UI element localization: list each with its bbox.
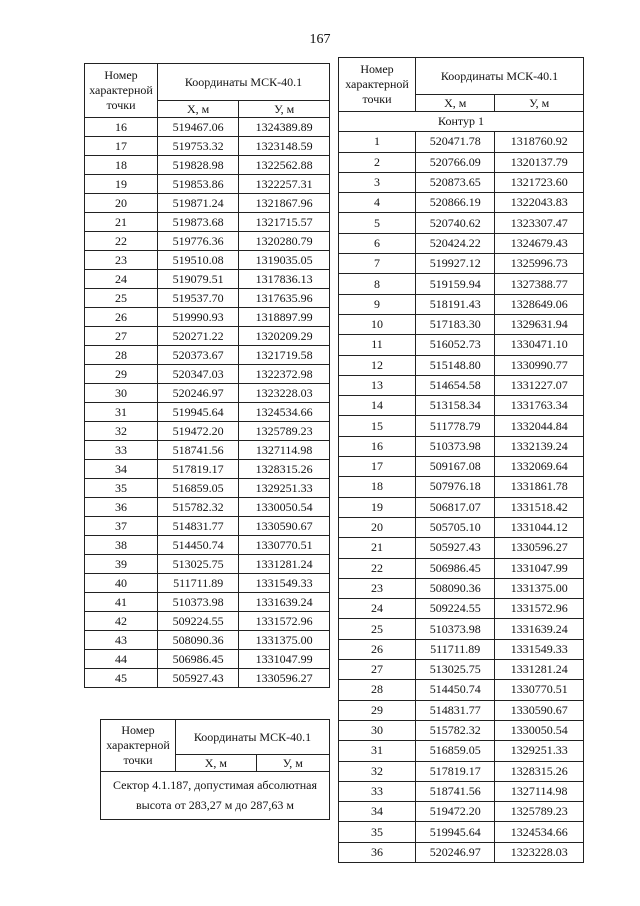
y-value: 1320137.79 xyxy=(495,152,584,172)
x-value: 508090.36 xyxy=(416,578,495,598)
x-value: 519776.36 xyxy=(158,232,239,251)
point-number: 16 xyxy=(339,436,416,456)
point-number: 40 xyxy=(85,574,158,593)
table-row xyxy=(85,536,330,555)
point-number: 24 xyxy=(85,270,158,289)
x-value: 520271.22 xyxy=(158,327,239,346)
point-number: 9 xyxy=(339,294,416,314)
table-row xyxy=(339,517,584,537)
y-value: 1321723.60 xyxy=(495,172,584,192)
y-value: 1324534.66 xyxy=(495,822,584,842)
y-value: 1324679.43 xyxy=(495,233,584,253)
x-value: 520347.03 xyxy=(158,365,239,384)
x-value: 519510.08 xyxy=(158,251,239,270)
x-value: 513158.34 xyxy=(416,396,495,416)
y-value: 1331639.24 xyxy=(495,619,584,639)
header-point: Номер характерной точки xyxy=(85,64,158,118)
coords-table-right xyxy=(338,57,584,863)
table-row xyxy=(85,194,330,213)
table-row xyxy=(85,365,330,384)
y-value: 1325996.73 xyxy=(495,254,584,274)
point-number: 29 xyxy=(85,365,158,384)
point-number: 22 xyxy=(339,558,416,578)
y-value: 1331375.00 xyxy=(239,631,330,650)
x-value: 506986.45 xyxy=(158,650,239,669)
table-row xyxy=(85,650,330,669)
point-number: 38 xyxy=(85,536,158,555)
header-y: У, м xyxy=(495,95,584,112)
point-number: 28 xyxy=(85,346,158,365)
point-number: 19 xyxy=(85,175,158,194)
point-number: 5 xyxy=(339,213,416,233)
point-number: 10 xyxy=(339,314,416,334)
y-value: 1329631.94 xyxy=(495,314,584,334)
table-row xyxy=(339,660,584,680)
table-row xyxy=(339,152,584,172)
header-coords: Координаты МСК-40.1 xyxy=(158,64,330,101)
x-value: 509224.55 xyxy=(158,612,239,631)
table-row xyxy=(85,612,330,631)
table-row xyxy=(339,781,584,801)
table-row xyxy=(85,555,330,574)
y-value: 1330590.67 xyxy=(239,517,330,536)
point-number: 7 xyxy=(339,254,416,274)
point-number: 35 xyxy=(85,479,158,498)
point-number: 26 xyxy=(85,308,158,327)
point-number: 36 xyxy=(85,498,158,517)
point-number: 27 xyxy=(339,660,416,680)
y-value: 1321867.96 xyxy=(239,194,330,213)
table-row xyxy=(339,619,584,639)
table-row xyxy=(85,346,330,365)
page-number: 167 xyxy=(309,32,331,47)
table-row xyxy=(339,416,584,436)
x-value: 514654.58 xyxy=(416,375,495,395)
point-number: 32 xyxy=(85,422,158,441)
table-row xyxy=(339,680,584,700)
x-value: 517819.17 xyxy=(158,460,239,479)
x-value: 516052.73 xyxy=(416,335,495,355)
table-row xyxy=(85,498,330,517)
y-value: 1332139.24 xyxy=(495,436,584,456)
point-number: 33 xyxy=(85,441,158,460)
point-number: 12 xyxy=(339,355,416,375)
header-x: X, м xyxy=(416,95,495,112)
y-value: 1330770.51 xyxy=(239,536,330,555)
table-row xyxy=(85,308,330,327)
table-row xyxy=(339,578,584,598)
y-value: 1328649.06 xyxy=(495,294,584,314)
point-number: 37 xyxy=(85,517,158,536)
table-row xyxy=(85,118,330,137)
left-table-body xyxy=(85,118,330,688)
x-value: 514450.74 xyxy=(158,536,239,555)
table-row xyxy=(339,355,584,375)
x-value: 505927.43 xyxy=(416,538,495,558)
x-value: 520471.78 xyxy=(416,132,495,152)
x-value: 520373.67 xyxy=(158,346,239,365)
point-number: 45 xyxy=(85,669,158,688)
y-value: 1331572.96 xyxy=(239,612,330,631)
x-value: 511711.89 xyxy=(416,639,495,659)
point-number: 20 xyxy=(339,517,416,537)
y-value: 1325789.23 xyxy=(495,802,584,822)
table-row xyxy=(85,460,330,479)
table-row xyxy=(339,254,584,274)
table-row xyxy=(339,842,584,862)
x-value: 519990.93 xyxy=(158,308,239,327)
y-value: 1330050.54 xyxy=(495,720,584,740)
y-value: 1319035.05 xyxy=(239,251,330,270)
x-value: 506986.45 xyxy=(416,558,495,578)
y-value: 1331572.96 xyxy=(495,599,584,619)
x-value: 514831.77 xyxy=(158,517,239,536)
x-value: 514831.77 xyxy=(416,700,495,720)
table-row xyxy=(85,384,330,403)
y-value: 1331861.78 xyxy=(495,477,584,497)
point-number: 19 xyxy=(339,497,416,517)
x-value: 509167.08 xyxy=(416,457,495,477)
x-value: 519537.70 xyxy=(158,289,239,308)
x-value: 519467.06 xyxy=(158,118,239,137)
y-value: 1327388.77 xyxy=(495,274,584,294)
y-value: 1331549.33 xyxy=(495,639,584,659)
x-value: 519159.94 xyxy=(416,274,495,294)
x-value: 516859.05 xyxy=(416,741,495,761)
section-label: Контур 1 xyxy=(339,112,584,132)
y-value: 1331227.07 xyxy=(495,375,584,395)
table-row xyxy=(85,593,330,612)
y-value: 1331763.34 xyxy=(495,396,584,416)
point-number: 3 xyxy=(339,172,416,192)
point-number: 44 xyxy=(85,650,158,669)
y-value: 1325789.23 xyxy=(239,422,330,441)
point-number: 39 xyxy=(85,555,158,574)
point-number: 25 xyxy=(85,289,158,308)
point-number: 34 xyxy=(339,802,416,822)
x-value: 520424.22 xyxy=(416,233,495,253)
y-value: 1318760.92 xyxy=(495,132,584,152)
x-value: 510373.98 xyxy=(416,436,495,456)
point-number: 24 xyxy=(339,599,416,619)
header-y: У, м xyxy=(239,101,330,118)
table-row xyxy=(339,761,584,781)
point-number: 23 xyxy=(85,251,158,270)
y-value: 1317635.96 xyxy=(239,289,330,308)
x-value: 520873.65 xyxy=(416,172,495,192)
x-value: 519871.24 xyxy=(158,194,239,213)
point-number: 32 xyxy=(339,761,416,781)
x-value: 519945.64 xyxy=(158,403,239,422)
point-number: 26 xyxy=(339,639,416,659)
x-value: 520246.97 xyxy=(158,384,239,403)
x-value: 517819.17 xyxy=(416,761,495,781)
table-row xyxy=(339,477,584,497)
y-value: 1330990.77 xyxy=(495,355,584,375)
table-row xyxy=(339,558,584,578)
header-coords: Координаты МСК-40.1 xyxy=(416,58,584,95)
point-number: 17 xyxy=(85,137,158,156)
point-number: 43 xyxy=(85,631,158,650)
x-value: 519873.68 xyxy=(158,213,239,232)
x-value: 520246.97 xyxy=(416,842,495,862)
point-number: 34 xyxy=(85,460,158,479)
table-row xyxy=(339,457,584,477)
point-number: 30 xyxy=(85,384,158,403)
y-value: 1330050.54 xyxy=(239,498,330,517)
header-point: Номер характерной точки xyxy=(339,58,416,112)
y-value: 1318897.99 xyxy=(239,308,330,327)
point-number: 31 xyxy=(339,741,416,761)
x-value: 509224.55 xyxy=(416,599,495,619)
x-value: 520866.19 xyxy=(416,193,495,213)
sector-description: Сектор 4.1.187, допустимая абсолютная высота от 283,27 м до 287,63 м xyxy=(101,772,330,820)
table-row xyxy=(339,599,584,619)
x-value: 517183.30 xyxy=(416,314,495,334)
x-value: 513025.75 xyxy=(416,660,495,680)
point-number: 17 xyxy=(339,457,416,477)
table-row xyxy=(85,137,330,156)
y-value: 1331639.24 xyxy=(239,593,330,612)
y-value: 1322257.31 xyxy=(239,175,330,194)
point-number: 21 xyxy=(339,538,416,558)
table-row xyxy=(85,251,330,270)
table-row xyxy=(85,479,330,498)
y-value: 1322562.88 xyxy=(239,156,330,175)
y-value: 1330770.51 xyxy=(495,680,584,700)
x-value: 519853.86 xyxy=(158,175,239,194)
right-table-body xyxy=(339,112,584,863)
point-number: 33 xyxy=(339,781,416,801)
x-value: 506817.07 xyxy=(416,497,495,517)
y-value: 1321715.57 xyxy=(239,213,330,232)
table-row xyxy=(85,213,330,232)
point-number: 31 xyxy=(85,403,158,422)
table-row xyxy=(85,327,330,346)
y-value: 1328315.26 xyxy=(239,460,330,479)
point-number: 4 xyxy=(339,193,416,213)
x-value: 516859.05 xyxy=(158,479,239,498)
point-number: 29 xyxy=(339,700,416,720)
point-number: 2 xyxy=(339,152,416,172)
y-value: 1331044.12 xyxy=(495,517,584,537)
y-value: 1331281.24 xyxy=(239,555,330,574)
y-value: 1327114.98 xyxy=(239,441,330,460)
y-value: 1330596.27 xyxy=(495,538,584,558)
point-number: 16 xyxy=(85,118,158,137)
x-value: 515148.80 xyxy=(416,355,495,375)
table-row xyxy=(85,232,330,251)
point-number: 27 xyxy=(85,327,158,346)
point-number: 35 xyxy=(339,822,416,842)
y-value: 1330590.67 xyxy=(495,700,584,720)
point-number: 23 xyxy=(339,578,416,598)
y-value: 1329251.33 xyxy=(495,741,584,761)
x-value: 518191.43 xyxy=(416,294,495,314)
point-number: 14 xyxy=(339,396,416,416)
y-value: 1332044.84 xyxy=(495,416,584,436)
table-row xyxy=(85,289,330,308)
table-row xyxy=(339,213,584,233)
x-value: 505705.10 xyxy=(416,517,495,537)
point-number: 13 xyxy=(339,375,416,395)
y-value: 1320280.79 xyxy=(239,232,330,251)
table-row xyxy=(85,403,330,422)
point-number: 20 xyxy=(85,194,158,213)
y-value: 1328315.26 xyxy=(495,761,584,781)
coords-table-left xyxy=(84,63,330,688)
point-number: 25 xyxy=(339,619,416,639)
x-value: 511778.79 xyxy=(416,416,495,436)
y-value: 1324389.89 xyxy=(239,118,330,137)
table-row xyxy=(85,574,330,593)
table-row xyxy=(339,700,584,720)
y-value: 1331047.99 xyxy=(495,558,584,578)
y-value: 1317836.13 xyxy=(239,270,330,289)
table-row xyxy=(339,639,584,659)
table-row xyxy=(85,422,330,441)
table-row xyxy=(85,669,330,688)
y-value: 1327114.98 xyxy=(495,781,584,801)
x-value: 515782.32 xyxy=(416,720,495,740)
y-value: 1331281.24 xyxy=(495,660,584,680)
x-value: 518741.56 xyxy=(158,441,239,460)
y-value: 1323307.47 xyxy=(495,213,584,233)
table-row xyxy=(339,172,584,192)
header-y: У, м xyxy=(256,755,329,772)
y-value: 1322372.98 xyxy=(239,365,330,384)
x-value: 511711.89 xyxy=(158,574,239,593)
header-point: Номер характерной точки xyxy=(101,720,176,772)
table-row xyxy=(339,314,584,334)
point-number: 6 xyxy=(339,233,416,253)
point-number: 30 xyxy=(339,720,416,740)
x-value: 510373.98 xyxy=(416,619,495,639)
table-row xyxy=(85,631,330,650)
point-number: 21 xyxy=(85,213,158,232)
y-value: 1321719.58 xyxy=(239,346,330,365)
x-value: 520766.09 xyxy=(416,152,495,172)
table-row xyxy=(85,441,330,460)
table-row xyxy=(85,270,330,289)
table-row xyxy=(85,156,330,175)
y-value: 1323148.59 xyxy=(239,137,330,156)
point-number: 36 xyxy=(339,842,416,862)
point-number: 41 xyxy=(85,593,158,612)
x-value: 519828.98 xyxy=(158,156,239,175)
table-row xyxy=(339,497,584,517)
sector-table xyxy=(100,719,330,820)
point-number: 42 xyxy=(85,612,158,631)
x-value: 519927.12 xyxy=(416,254,495,274)
point-number: 11 xyxy=(339,335,416,355)
point-number: 1 xyxy=(339,132,416,152)
y-value: 1320209.29 xyxy=(239,327,330,346)
table-row xyxy=(339,132,584,152)
x-value: 515782.32 xyxy=(158,498,239,517)
point-number: 8 xyxy=(339,274,416,294)
point-number: 28 xyxy=(339,680,416,700)
header-coords: Координаты МСК-40.1 xyxy=(176,720,330,755)
table-row xyxy=(339,294,584,314)
y-value: 1323228.03 xyxy=(239,384,330,403)
x-value: 513025.75 xyxy=(158,555,239,574)
y-value: 1330596.27 xyxy=(239,669,330,688)
header-x: X, м xyxy=(176,755,257,772)
y-value: 1331047.99 xyxy=(239,650,330,669)
point-number: 18 xyxy=(85,156,158,175)
x-value: 507976.18 xyxy=(416,477,495,497)
table-row xyxy=(339,193,584,213)
y-value: 1331549.33 xyxy=(239,574,330,593)
table-row xyxy=(339,335,584,355)
y-value: 1330471.10 xyxy=(495,335,584,355)
y-value: 1324534.66 xyxy=(239,403,330,422)
y-value: 1322043.83 xyxy=(495,193,584,213)
x-value: 519472.20 xyxy=(416,802,495,822)
header-x: X, м xyxy=(158,101,239,118)
table-row xyxy=(339,375,584,395)
x-value: 518741.56 xyxy=(416,781,495,801)
table-row xyxy=(339,396,584,416)
y-value: 1323228.03 xyxy=(495,842,584,862)
x-value: 519472.20 xyxy=(158,422,239,441)
x-value: 519945.64 xyxy=(416,822,495,842)
x-value: 508090.36 xyxy=(158,631,239,650)
table-row xyxy=(339,822,584,842)
table-row xyxy=(339,720,584,740)
table-row xyxy=(85,175,330,194)
y-value: 1331375.00 xyxy=(495,578,584,598)
x-value: 519079.51 xyxy=(158,270,239,289)
point-number: 18 xyxy=(339,477,416,497)
x-value: 505927.43 xyxy=(158,669,239,688)
y-value: 1332069.64 xyxy=(495,457,584,477)
y-value: 1331518.42 xyxy=(495,497,584,517)
x-value: 514450.74 xyxy=(416,680,495,700)
y-value: 1329251.33 xyxy=(239,479,330,498)
table-row xyxy=(339,233,584,253)
point-number: 22 xyxy=(85,232,158,251)
point-number: 15 xyxy=(339,416,416,436)
table-row xyxy=(339,274,584,294)
table-row xyxy=(339,538,584,558)
x-value: 510373.98 xyxy=(158,593,239,612)
table-row xyxy=(339,436,584,456)
table-row xyxy=(339,741,584,761)
x-value: 520740.62 xyxy=(416,213,495,233)
table-row xyxy=(339,802,584,822)
x-value: 519753.32 xyxy=(158,137,239,156)
table-row xyxy=(85,517,330,536)
